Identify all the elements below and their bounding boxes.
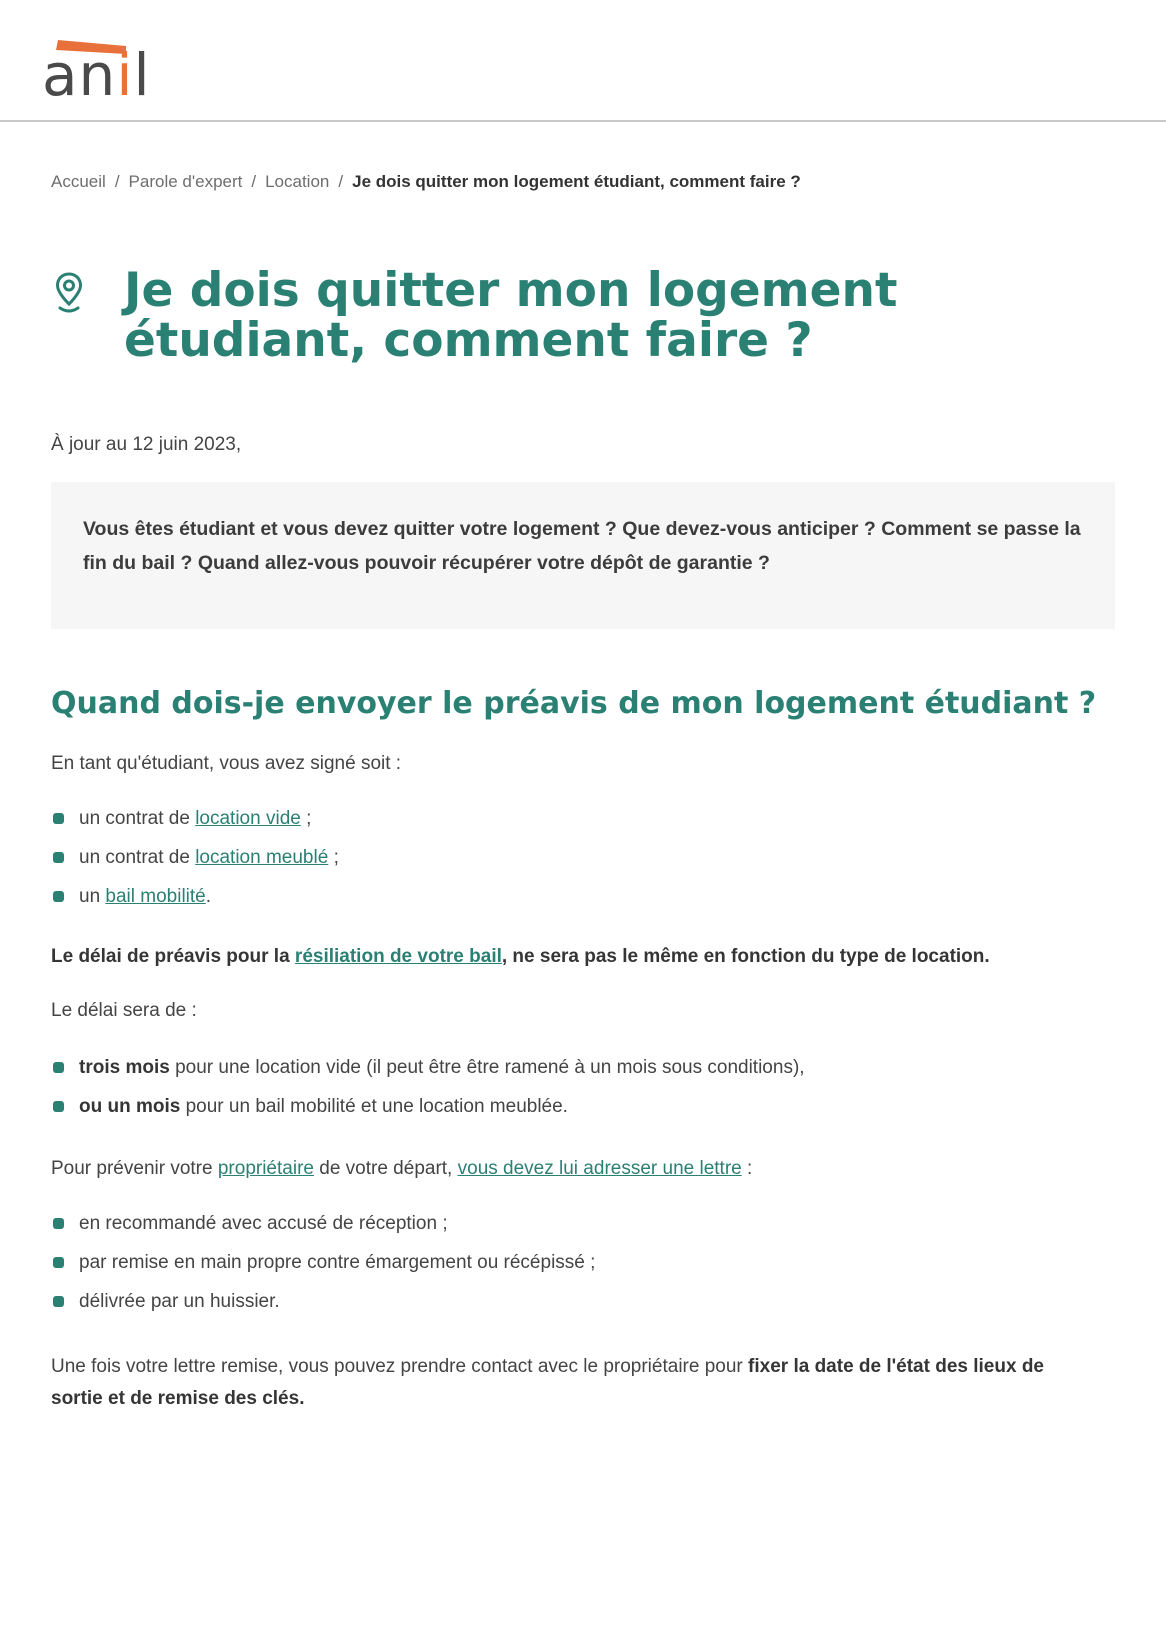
bullet-icon xyxy=(53,1296,64,1307)
link-location-meuble[interactable]: location meublé xyxy=(195,847,329,868)
contracts-lead: En tant qu'étudiant, vous avez signé soit : xyxy=(51,753,402,774)
delays-list xyxy=(51,1056,805,1134)
list-item: par remise en main propre contre émargement ou récépissé ; xyxy=(51,1251,595,1290)
list-item: délivrée par un huissier. xyxy=(51,1290,595,1329)
bullet-icon xyxy=(53,1218,64,1229)
site-header xyxy=(0,0,1166,122)
link-bail-mobilite[interactable]: bail mobilité xyxy=(105,886,206,907)
methods-list xyxy=(51,1212,595,1329)
bullet-icon xyxy=(53,852,64,863)
list-item: en recommandé avec accusé de réception ; xyxy=(51,1212,595,1251)
logo-wordmark: anil xyxy=(42,41,151,109)
list-item: un contrat de location vide ; xyxy=(51,807,339,846)
list-item: un contrat de location meublé ; xyxy=(51,846,339,885)
breadcrumb-item-location[interactable]: Location xyxy=(265,172,330,191)
link-proprietaire[interactable]: propriétaire xyxy=(217,1158,314,1179)
bullet-icon xyxy=(53,813,64,824)
list-item: trois mois pour une location vide (il peut être être ramené à un mois sous conditions), xyxy=(51,1056,805,1095)
section-title: Quand dois-je envoyer le préavis de mon logement étudiant ? xyxy=(51,686,1097,721)
bullet-icon xyxy=(53,1101,64,1112)
breadcrumb-separator: / xyxy=(114,172,120,191)
breadcrumb-separator: / xyxy=(251,172,257,191)
breadcrumb-item-parole-expert[interactable]: Parole d'expert xyxy=(128,172,243,191)
bullet-icon xyxy=(53,891,64,902)
breadcrumb-separator: / xyxy=(338,172,344,191)
link-adresser-lettre[interactable]: vous devez lui adresser une lettre xyxy=(457,1158,742,1179)
link-resiliation-bail[interactable]: résiliation de votre bail xyxy=(294,946,502,967)
breadcrumb-item-accueil[interactable]: Accueil xyxy=(51,172,106,191)
breadcrumb-current: Je dois quitter mon logement étudiant, comment faire ? xyxy=(352,172,801,191)
bullet-icon xyxy=(53,1257,64,1268)
delay-lead: Le délai sera de : xyxy=(51,1000,197,1021)
intro-text: Vous êtes étudiant et vous devez quitter votre logement ? Que devez-vous anticiper ? Comment se passe la fin du bail ? Quand allez-vous pouvoir récupérer votre dépôt de garantie ? xyxy=(83,518,1081,574)
link-location-vide[interactable]: location vide xyxy=(195,808,301,829)
notice-sentence: Pour prévenir votre propriétaire de votre départ, vous devez lui adresser une lettre : xyxy=(51,1158,753,1179)
location-pin-icon xyxy=(55,272,83,314)
list-item: ou un mois pour un bail mobilité et une location meublée. xyxy=(51,1095,805,1134)
page-title: Je dois quitter mon logement étudiant, comment faire ? xyxy=(124,263,898,368)
bullet-icon xyxy=(53,1062,64,1073)
closing-paragraph: Une fois votre lettre remise, vous pouvez prendre contact avec le propriétaire pour fixer la date de l'état des lieux de sortie et de remise des clés. xyxy=(51,1356,1044,1409)
breadcrumb xyxy=(51,172,801,192)
anil-logo[interactable] xyxy=(42,40,152,108)
intro-box xyxy=(51,482,1115,629)
list-item: un bail mobilité. xyxy=(51,885,339,924)
update-date: À jour au 12 juin 2023, xyxy=(51,434,242,455)
contracts-list xyxy=(51,807,339,924)
delay-sentence: Le délai de préavis pour la résiliation de votre bail, ne sera pas le même en fonction du type de location. xyxy=(51,946,990,967)
